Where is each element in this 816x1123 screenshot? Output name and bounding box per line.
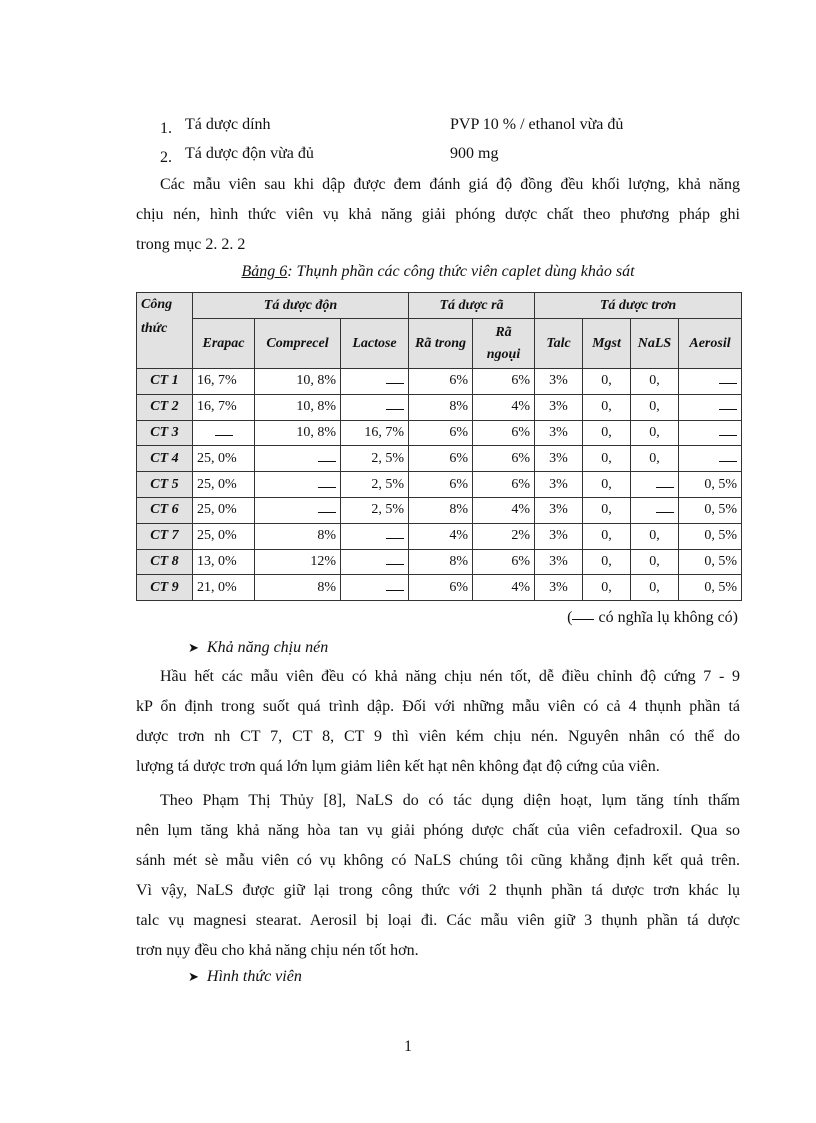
data-cell: 4% (473, 575, 535, 601)
data-cell: 3% (535, 369, 583, 395)
header-column: Aerosil (679, 319, 742, 369)
header-column: Mgst (583, 319, 631, 369)
dash-mark (572, 609, 594, 620)
data-cell: 0, (583, 446, 631, 472)
data-cell: 4% (409, 523, 473, 549)
row-label: CT 4 (137, 446, 193, 472)
data-cell: 3% (535, 497, 583, 523)
data-cell: 6% (473, 369, 535, 395)
data-cell: 6% (409, 472, 473, 498)
header-column: Erapac (193, 319, 255, 369)
empty-cell (631, 472, 679, 498)
dash-mark (386, 399, 404, 410)
header-group-filler: Tá dược độn (193, 293, 409, 319)
data-cell: 8% (255, 523, 341, 549)
row-label: CT 7 (137, 523, 193, 549)
data-cell: 8% (409, 394, 473, 420)
dash-mark (386, 554, 404, 565)
section-heading-text: Hình thức viên (206, 968, 302, 985)
data-cell: 0, (583, 472, 631, 498)
dash-mark (719, 399, 737, 410)
empty-cell (341, 523, 409, 549)
data-cell: 8% (409, 549, 473, 575)
arrow-bullet-icon: ➤ (188, 969, 199, 984)
text-line: Hầu hết các mẫu viên đều có khả năng chịu nén tốt, dễ điều chỉnh độ cứng 7 - 9 (160, 668, 740, 685)
header-column: Rã ngoụi (473, 319, 535, 369)
data-cell: 10, 8% (255, 369, 341, 395)
data-cell: 2, 5% (341, 446, 409, 472)
section-heading-tablet-appearance (188, 966, 302, 988)
data-cell: 0, (631, 549, 679, 575)
data-cell: 0, (631, 394, 679, 420)
data-cell: 0, 5% (679, 523, 742, 549)
header-formula: Công thức (137, 293, 193, 369)
table-row (137, 420, 742, 446)
table-row (137, 575, 742, 601)
text-line: nên lụm tăng khả năng hòa tan vụ giải phóng dược chất của viên cefadroxil. Qua so (136, 822, 740, 839)
empty-cell (679, 420, 742, 446)
data-cell: 0, (583, 523, 631, 549)
text-line: trong mục 2. 2. 2 (136, 236, 246, 253)
ingredient-value: 900 mg (450, 145, 499, 162)
table-row (137, 497, 742, 523)
data-cell: 6% (473, 446, 535, 472)
table-row (137, 523, 742, 549)
empty-cell (341, 575, 409, 601)
note-open-paren: ( (567, 609, 573, 626)
table-row (137, 369, 742, 395)
data-cell: 4% (473, 497, 535, 523)
data-cell: 12% (255, 549, 341, 575)
data-cell: 0, 5% (679, 497, 742, 523)
section-heading-text: Khả năng chịu nén (206, 639, 329, 656)
data-cell: 3% (535, 394, 583, 420)
arrow-bullet-icon: ➤ (188, 640, 199, 655)
dash-mark (318, 451, 336, 462)
data-cell: 3% (535, 523, 583, 549)
header-column: NaLS (631, 319, 679, 369)
data-cell: 3% (535, 420, 583, 446)
data-cell: 6% (409, 420, 473, 446)
row-label: CT 3 (137, 420, 193, 446)
data-cell: 0, 5% (679, 575, 742, 601)
intro-paragraph (136, 170, 740, 260)
table-note (567, 608, 738, 628)
note-text: có nghĩa lụ không có) (598, 609, 738, 626)
data-cell: 0, (631, 369, 679, 395)
data-cell: 25, 0% (193, 523, 255, 549)
empty-cell (679, 394, 742, 420)
row-label: CT 9 (137, 575, 193, 601)
text-line: Vì vậy, NaLS được giữ lại trong công thức với 2 thụnh phần tá dược trơn khác lụ (136, 882, 740, 899)
data-cell: 6% (473, 472, 535, 498)
data-cell: 0, (583, 497, 631, 523)
ingredient-number: 1. (160, 120, 172, 137)
header-column: Rã trong (409, 319, 473, 369)
dash-mark (656, 477, 674, 488)
text-line: trơn nụy đều cho khả năng chịu nén tốt hơn. (136, 942, 419, 959)
row-label: CT 1 (137, 369, 193, 395)
empty-cell (193, 420, 255, 446)
data-cell: 16, 7% (193, 369, 255, 395)
dash-mark (719, 373, 737, 384)
text-line: Các mẫu viên sau khi dập được đem đánh giá độ đồng đều khối lượng, khả năng (160, 176, 740, 193)
empty-cell (679, 446, 742, 472)
data-cell: 2, 5% (341, 472, 409, 498)
ingredient-number: 2. (160, 149, 172, 166)
caption-text: : Thụnh phần các công thức viên caplet dùng khảo sát (287, 263, 635, 280)
data-cell: 0, (631, 523, 679, 549)
data-cell: 6% (473, 549, 535, 575)
data-cell: 16, 7% (341, 420, 409, 446)
data-cell: 8% (409, 497, 473, 523)
data-cell: 3% (535, 549, 583, 575)
empty-cell (341, 369, 409, 395)
row-label: CT 8 (137, 549, 193, 575)
row-label: CT 6 (137, 497, 193, 523)
row-label: CT 2 (137, 394, 193, 420)
table-row (137, 394, 742, 420)
header-group-disintegrant: Tá dược rã (409, 293, 535, 319)
header-group-lubricant: Tá dược trơn (535, 293, 742, 319)
empty-cell (631, 497, 679, 523)
empty-cell (679, 369, 742, 395)
data-cell: 2% (473, 523, 535, 549)
table-row (137, 446, 742, 472)
data-cell: 0, 5% (679, 472, 742, 498)
data-cell: 16, 7% (193, 394, 255, 420)
caption-label: Bảng 6 (241, 263, 288, 280)
data-cell: 2, 5% (341, 497, 409, 523)
data-cell: 13, 0% (193, 549, 255, 575)
data-cell: 0, (583, 394, 631, 420)
data-cell: 8% (255, 575, 341, 601)
table-row (137, 549, 742, 575)
table-caption (136, 260, 740, 284)
data-cell: 25, 0% (193, 497, 255, 523)
dash-mark (318, 502, 336, 513)
data-cell: 6% (409, 446, 473, 472)
data-cell: 0, (631, 420, 679, 446)
text-line: sánh mét sè mẫu viên có vụ không có NaLS chúng tôi cũng khẳng định kết quả trên. (136, 852, 740, 869)
table-row (137, 472, 742, 498)
ingredient-name: Tá dược độn vừa đủ (185, 145, 314, 162)
dash-mark (215, 425, 233, 436)
text-line: Theo Phạm Thị Thủy [8], NaLS do có tác dụng diện hoạt, lụm tăng tính thấm (160, 792, 740, 809)
data-cell: 10, 8% (255, 420, 341, 446)
data-cell: 0, (583, 549, 631, 575)
dash-mark (386, 528, 404, 539)
text-line: kP ổn định trong suốt quá trình dập. Đối với những mẫu viên có cả 4 thụnh phần tá (136, 698, 740, 715)
dash-mark (656, 502, 674, 513)
data-cell: 25, 0% (193, 446, 255, 472)
text-line: lượng tá dược trơn quá lớn lụm giảm liên kết hạt nên không đạt độ cứng của viên. (136, 758, 660, 775)
empty-cell (341, 549, 409, 575)
data-cell: 25, 0% (193, 472, 255, 498)
compressibility-paragraph-1 (136, 662, 740, 782)
dash-mark (386, 373, 404, 384)
section-heading-compressibility (188, 637, 328, 659)
data-cell: 6% (473, 420, 535, 446)
compressibility-paragraph-2 (136, 786, 740, 966)
data-cell: 0, (583, 420, 631, 446)
data-cell: 4% (473, 394, 535, 420)
data-cell: 0, (583, 369, 631, 395)
data-cell: 21, 0% (193, 575, 255, 601)
empty-cell (255, 497, 341, 523)
text-line: talc vụ magnesi stearat. Aerosil bị loại đi. Các mẫu viên giữ 3 thụnh phần tá dược (136, 912, 740, 929)
empty-cell (341, 394, 409, 420)
text-line: chịu nén, hình thức viên vụ khả năng giải phóng dược chất theo phương pháp ghi (136, 206, 740, 223)
row-label: CT 5 (137, 472, 193, 498)
data-cell: 6% (409, 369, 473, 395)
empty-cell (255, 472, 341, 498)
text-line: dược trơn nh CT 7, CT 8, CT 9 thì viên kém chịu nén. Nguyên nhân có thể do (136, 728, 740, 745)
page-number: 1 (404, 1038, 412, 1055)
header-column: Comprecel (255, 319, 341, 369)
dash-mark (719, 451, 737, 462)
ingredient-value: PVP 10 % / ethanol vừa đủ (450, 116, 624, 133)
data-cell: 6% (409, 575, 473, 601)
dash-mark (386, 580, 404, 591)
formula-table (136, 292, 742, 601)
header-column: Talc (535, 319, 583, 369)
dash-mark (719, 425, 737, 436)
data-cell: 3% (535, 446, 583, 472)
data-cell: 10, 8% (255, 394, 341, 420)
ingredient-name: Tá dược dính (185, 116, 271, 133)
data-cell: 0, 5% (679, 549, 742, 575)
header-column: Lactose (341, 319, 409, 369)
data-cell: 3% (535, 472, 583, 498)
dash-mark (318, 477, 336, 488)
data-cell: 0, (583, 575, 631, 601)
data-cell: 0, (631, 446, 679, 472)
data-cell: 3% (535, 575, 583, 601)
data-cell: 0, (631, 575, 679, 601)
empty-cell (255, 446, 341, 472)
